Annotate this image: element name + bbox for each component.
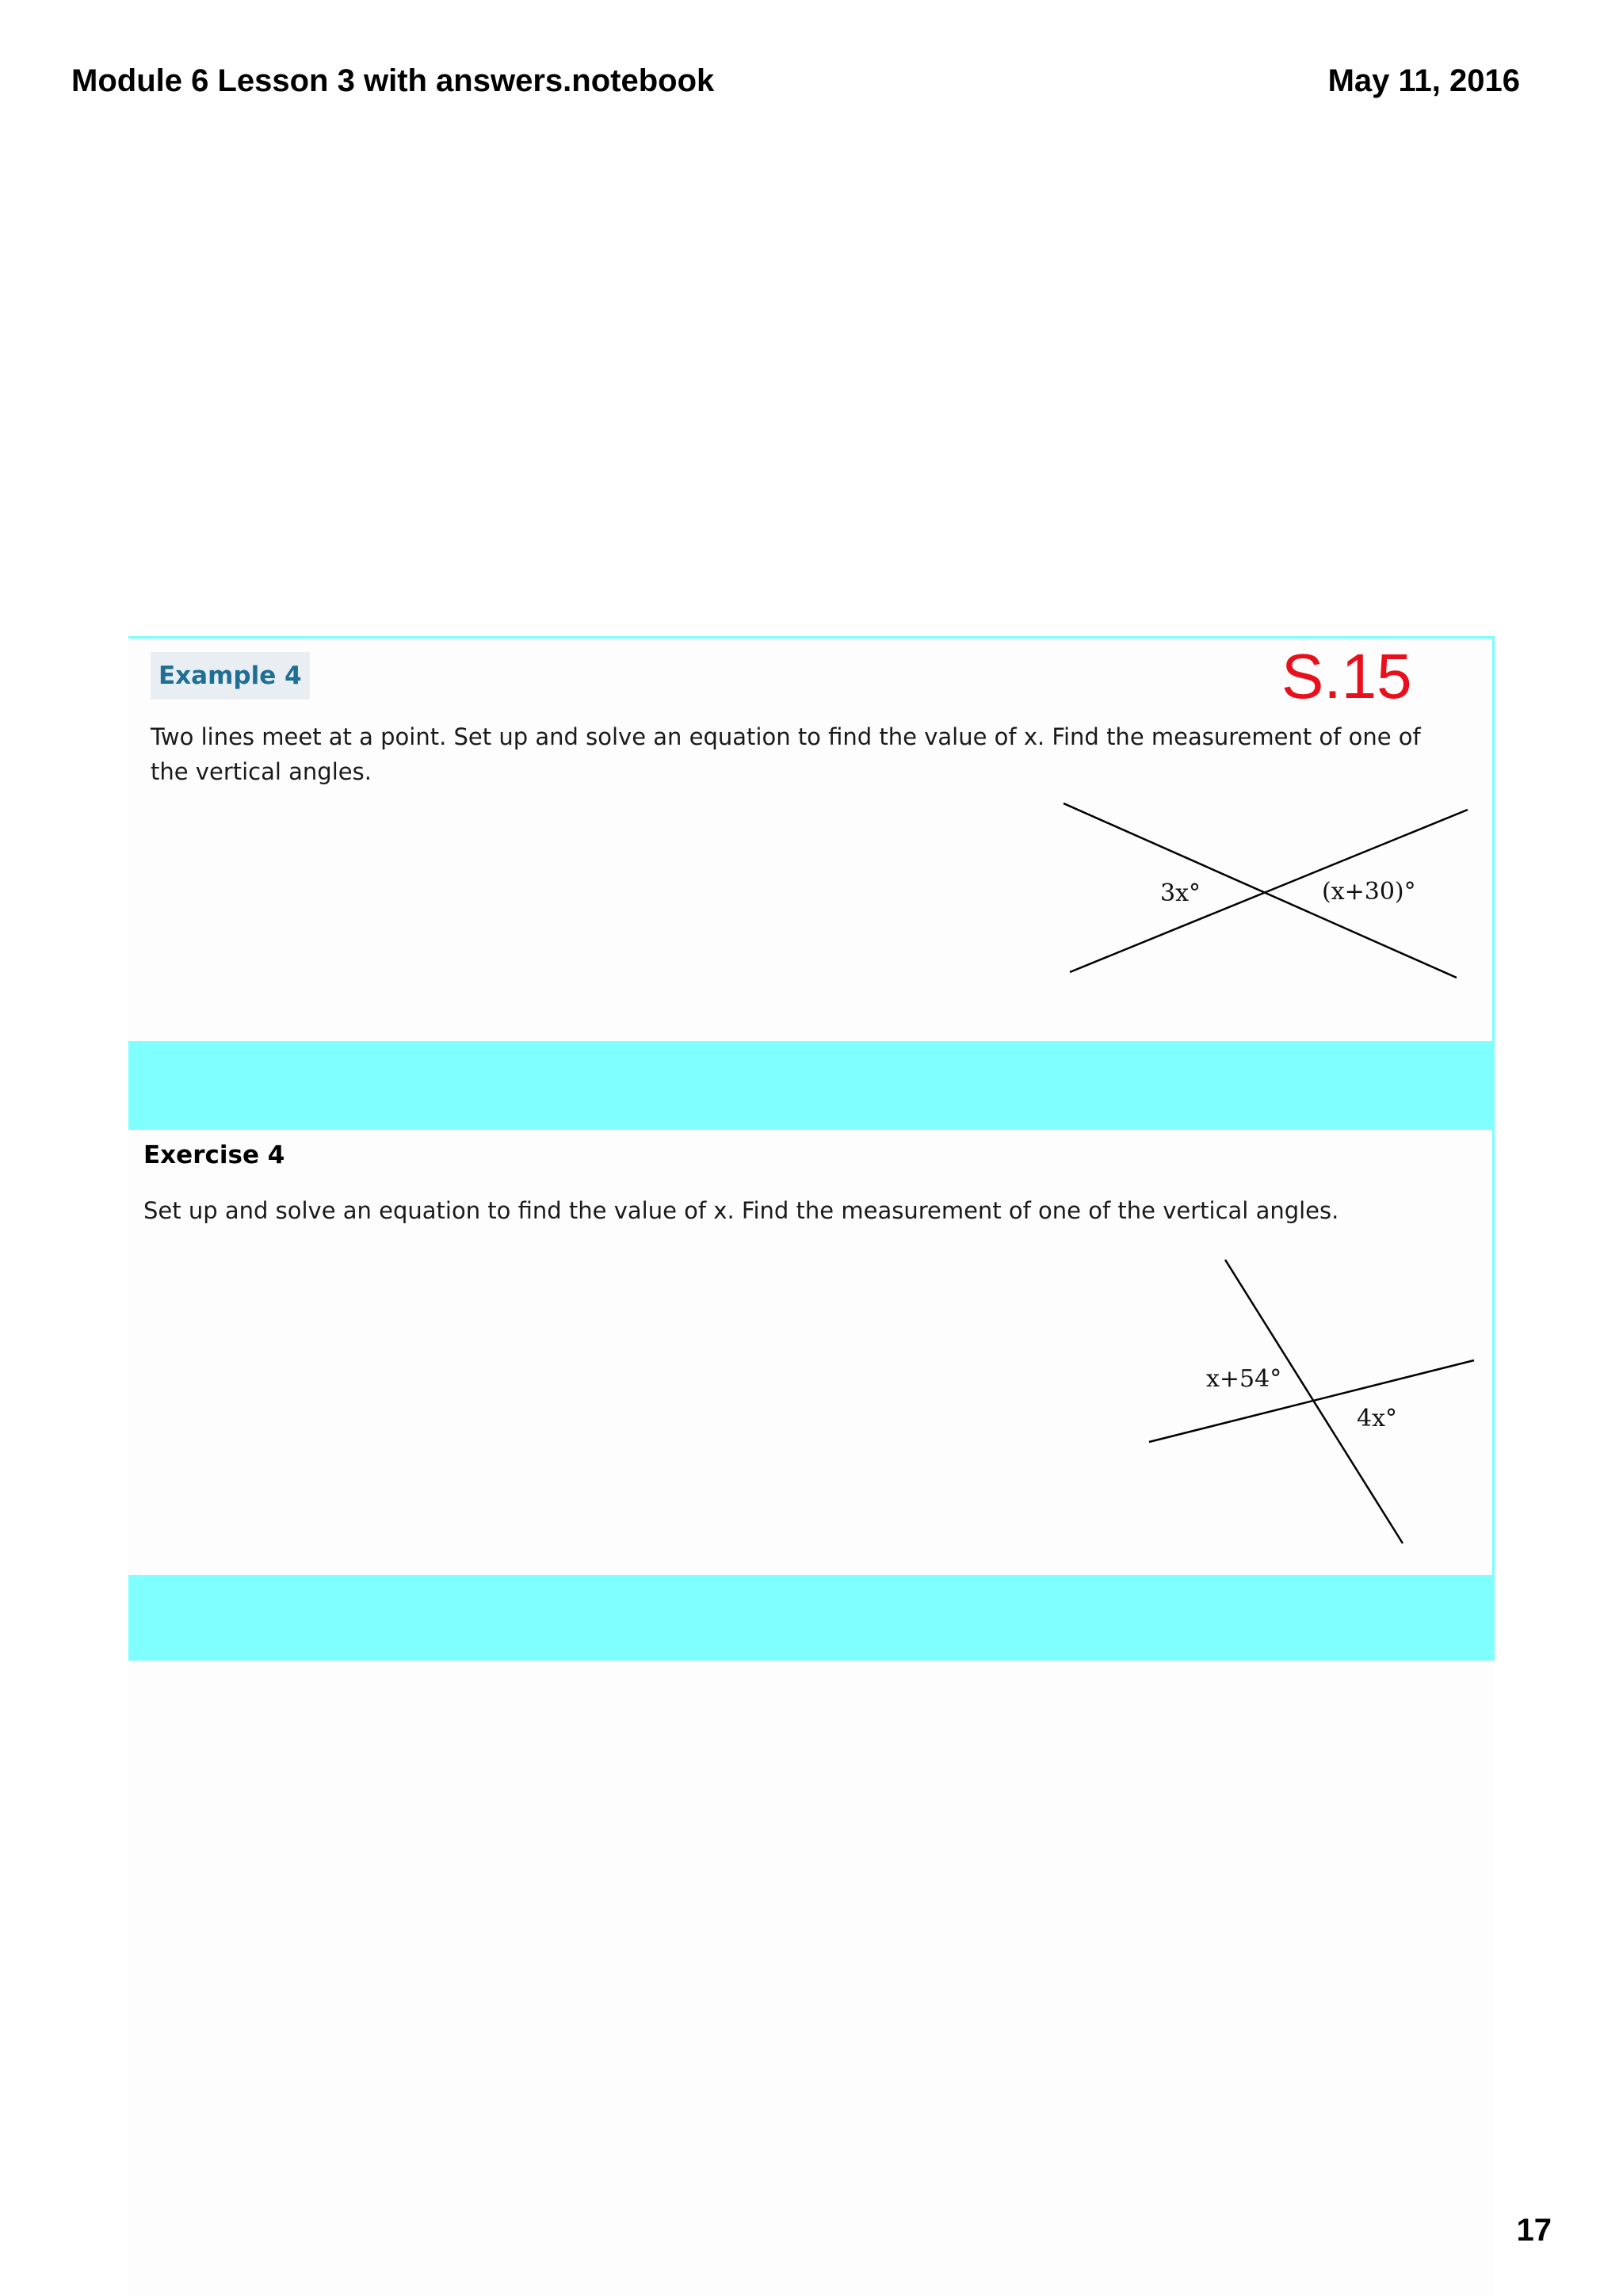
page-number: 17 xyxy=(1516,2213,1552,2248)
angle-label-left: 3x° xyxy=(1160,879,1201,907)
example-title: Example 4 xyxy=(151,652,310,700)
example-diagram xyxy=(1064,803,1468,978)
exercise-prompt: Set up and solve an equation to find the value of x. Find the measurement of one of the vertical angles. xyxy=(143,1197,1339,1224)
notebook-title: Module 6 Lesson 3 with answers.notebook xyxy=(71,63,715,98)
line-b xyxy=(1149,1360,1474,1442)
exercise-title: Exercise 4 xyxy=(143,1141,285,1169)
slide-tag: S.15 xyxy=(1281,641,1412,711)
angle-label-upper: x+54° xyxy=(1206,1365,1282,1393)
notebook-date: May 11, 2016 xyxy=(1327,63,1520,98)
angle-label-right: (x+30)° xyxy=(1322,878,1416,906)
exercise-diagram xyxy=(1149,1260,1474,1543)
example-prompt: Two lines meet at a point. Set up and solve an equation to find the value of x. Find the measurement of one of the vertical angles. xyxy=(151,723,1421,785)
angle-label-lower: 4x° xyxy=(1357,1405,1398,1432)
